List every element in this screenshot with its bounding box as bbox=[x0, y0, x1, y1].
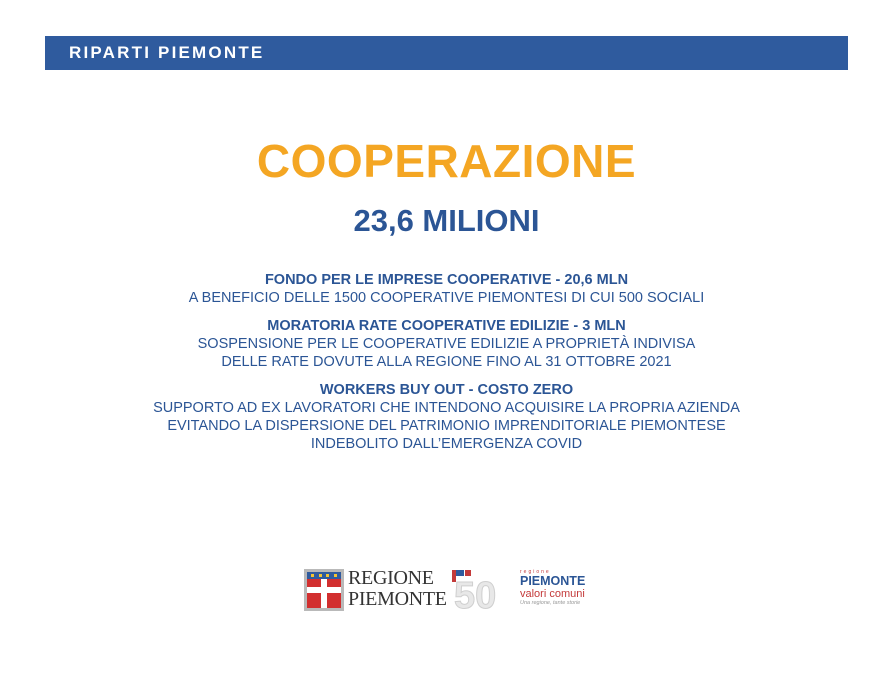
measure-heading: WORKERS BUY OUT - COSTO ZERO bbox=[319, 382, 574, 398]
regione-piemonte-wordmark bbox=[348, 568, 447, 610]
measure-description: SOSPENSIONE PER LE COOPERATIVE EDILIZIE A PROPRIETÀ INDIVISA bbox=[197, 336, 696, 352]
fifty-anniversary-icon bbox=[450, 568, 516, 612]
total-amount: 23,6 MILIONI bbox=[353, 203, 540, 238]
measure-description: A BENEFICIO DELLE 1500 COOPERATIVE PIEMONTESI DI CUI 500 SOCIALI bbox=[188, 290, 705, 306]
measure-description: DELLE RATE DOVUTE ALLA REGIONE FINO AL 31 OTTOBRE 2021 bbox=[221, 354, 672, 370]
header-title: RIPARTI PIEMONTE bbox=[69, 43, 265, 62]
regione-piemonte-logo bbox=[304, 567, 447, 612]
measures-list bbox=[0, 271, 893, 463]
fifty-piemonte-text: PIEMONTE bbox=[520, 574, 586, 588]
regione-piemonte-shield-icon bbox=[304, 569, 344, 611]
measure-description: EVITANDO LA DISPERSIONE DEL PATRIMONIO IMPRENDITORIALE PIEMONTESE bbox=[167, 418, 726, 434]
fifty-anniversary-wordmark bbox=[520, 569, 600, 607]
measure-section bbox=[0, 317, 893, 371]
regione-line-2: PIEMONTE bbox=[348, 588, 447, 610]
fifty-anniversary-logo bbox=[450, 568, 600, 612]
measure-heading: FONDO PER LE IMPRESE COOPERATIVE - 20,6 MLN bbox=[264, 272, 629, 288]
fifty-tagline-text: Una regione, tante storie bbox=[520, 600, 581, 606]
fifty-number: 50 bbox=[454, 575, 497, 612]
fifty-small-text: regione bbox=[520, 569, 551, 575]
main-title: COOPERAZIONE bbox=[256, 135, 637, 187]
header-bar bbox=[45, 36, 848, 70]
measure-section bbox=[0, 381, 893, 453]
regione-line-1: REGIONE bbox=[348, 567, 434, 589]
measure-heading: MORATORIA RATE COOPERATIVE EDILIZIE - 3 MLN bbox=[267, 318, 626, 334]
measure-section bbox=[0, 271, 893, 307]
fifty-valori-text: valori comuni bbox=[520, 588, 585, 600]
measure-description: INDEBOLITO DALL’EMERGENZA COVID bbox=[310, 436, 583, 452]
footer-logos bbox=[304, 568, 594, 612]
measure-description: SUPPORTO AD EX LAVORATORI CHE INTENDONO ACQUISIRE LA PROPRIA AZIENDA bbox=[153, 400, 740, 416]
